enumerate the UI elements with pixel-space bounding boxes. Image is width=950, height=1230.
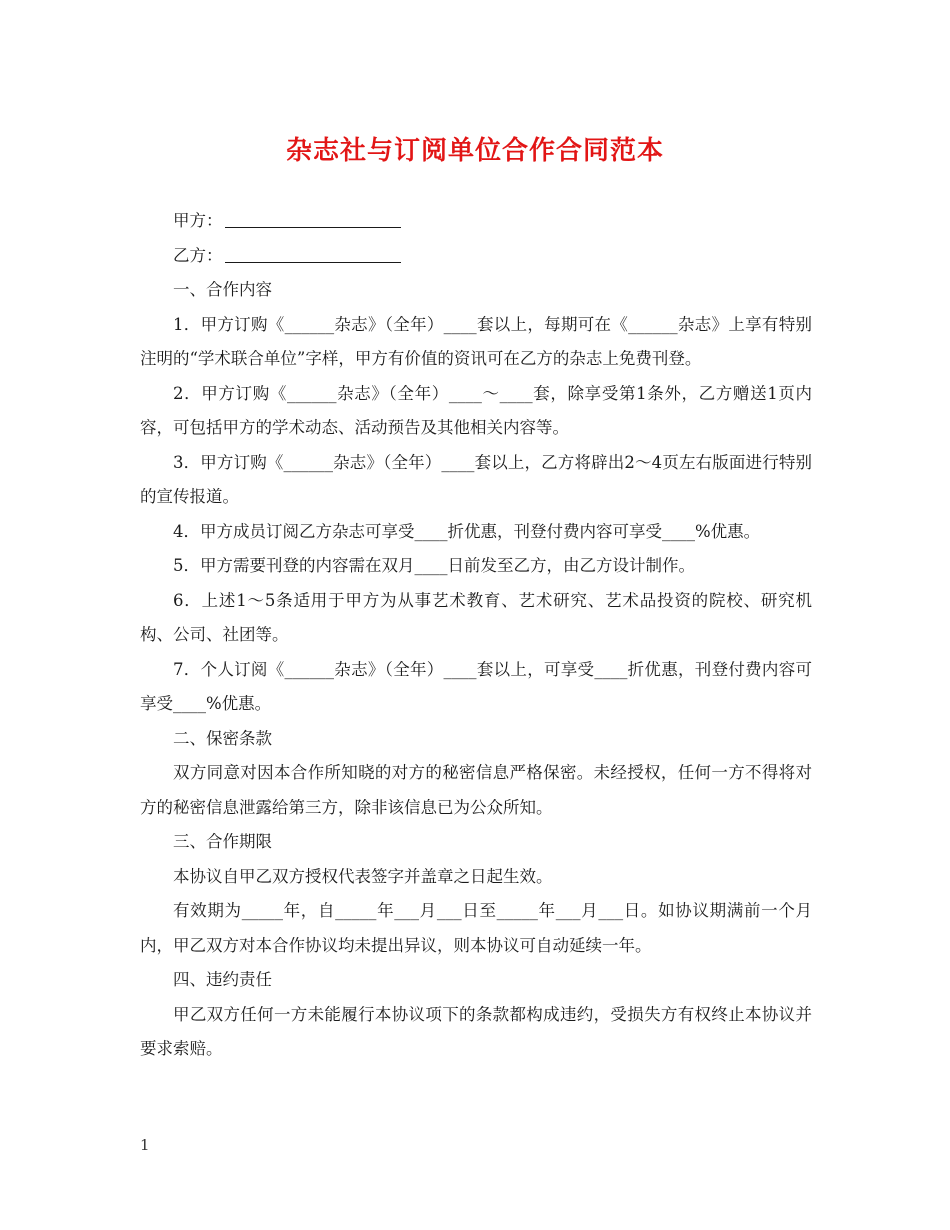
document-title: 杂志社与订阅单位合作合同范本 <box>285 136 664 166</box>
clause-6: 6．上述1～5条适用于甲方为从事艺术教育、艺术研究、艺术品投资的院校、研究机构、公司、社团等。 <box>140 590 812 644</box>
page-number: 1 <box>140 1136 150 1154</box>
party-b-label: 乙方： <box>173 245 223 265</box>
clause-1: 1．甲方订购《______杂志》（全年）____套以上，每期可在《______杂志》上享有特别注明的“学术联合单位”字样，甲方有价值的资讯可在乙方的杂志上免费刊登。 <box>140 314 812 368</box>
clause-2: 2．甲方订购《______杂志》（全年）____～____套，除享受第1条外，乙方赠送1页内容，可包括甲方的学术动态、活动预告及其他相关内容等。 <box>140 383 812 437</box>
party-a-label: 甲方： <box>173 211 223 230</box>
clause-5: 5．甲方需要刊登的内容需在双月____日前发至乙方，由乙方设计制作。 <box>173 556 695 575</box>
confidentiality-text: 双方同意对因本合作所知晓的对方的秘密信息严格保密。未经授权，任何一方不得将对方的秘密信息泄露给第三方，除非该信息已为公众所知。 <box>140 763 812 817</box>
document-body <box>140 204 812 1067</box>
party-a-blank <box>225 205 401 228</box>
section-heading-confidentiality: 二、保密条款 <box>173 728 272 748</box>
party-a-line <box>140 204 812 239</box>
section-heading-breach: 四、违约责任 <box>173 970 272 989</box>
party-b-line <box>140 239 812 274</box>
party-b-blank <box>225 240 401 263</box>
clause-3: 3．甲方订购《______杂志》（全年）____套以上，乙方将辟出2～4页左右版面进行特别的宣传报道。 <box>140 452 812 506</box>
term-effective-text: 本协议自甲乙双方授权代表签字并盖章之日起生效。 <box>173 866 553 886</box>
clause-7: 7．个人订阅《______杂志》（全年）____套以上，可享受____折优惠，刊登付费内容可享受____%优惠。 <box>140 659 812 713</box>
breach-text: 甲乙双方任何一方未能履行本协议项下的条款都构成违约，受损失方有权终止本协议并要求索赔。 <box>140 1004 812 1058</box>
section-heading-cooperation: 一、合作内容 <box>173 280 272 299</box>
section-heading-term: 三、合作期限 <box>173 832 272 851</box>
clause-4: 4．甲方成员订阅乙方杂志可享受____折优惠，刊登付费内容可享受____%优惠。 <box>173 521 761 541</box>
term-period-text: 有效期为_____年，自_____年___月___日至_____年___月___日。如协议期满前一个月内，甲乙双方对本合作协议均未提出异议，则本协议可自动延续一年。 <box>140 901 812 955</box>
